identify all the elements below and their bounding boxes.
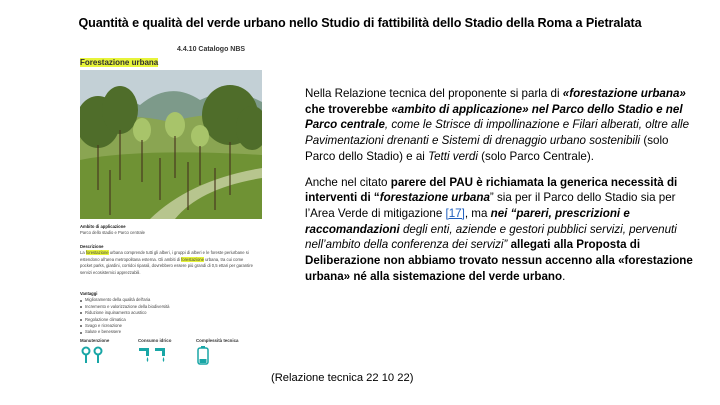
descrizione-label: Descrizione	[80, 244, 104, 249]
descrizione-section	[80, 244, 256, 276]
p2-segment: Anche nel citato	[305, 175, 391, 189]
p1-segment: (solo Parco dello Stadio) e ai	[305, 134, 669, 163]
p1-segment: Nella Relazione tecnica del proponente si parla di	[305, 87, 563, 100]
paragraph-2	[305, 175, 700, 285]
p2-segment: nei “pareri, prescrizioni e raccomandazioni	[305, 206, 630, 236]
vantaggi-section	[80, 291, 256, 336]
p2-segment: .	[562, 269, 566, 283]
urban-forest-photo	[80, 70, 262, 219]
p1-segment: che troverebbe	[305, 102, 392, 116]
catalog-header: 4.4.10 Catalogo NBS	[177, 46, 246, 53]
body-text	[305, 86, 700, 284]
catalog-heading-text: Forestazione urbana	[80, 58, 159, 67]
p2-segment: allegati alla Proposta di Deliberazione non abbiamo trovato nessun accenno alla «forestazione urbana» né alla sistemazione del verde urbano	[305, 238, 693, 283]
catalog-heading	[80, 58, 158, 67]
p1-segment: «forestazione urbana»	[562, 87, 686, 100]
p1-segment: , come le Strisce di impollinazione e Filari alberati, oltre alle Pavimentazioni drenanti e Sistemi di drenaggio urbano sostenibili	[305, 118, 690, 148]
indicator-icons-row	[80, 338, 260, 366]
vantaggi-item: Incremento e valorizzazione della biodiversità	[80, 304, 256, 310]
p2-segment: forestazione urbana	[379, 191, 490, 205]
source-caption: (Relazione tecnica 22 10 22)	[271, 372, 414, 384]
footnote-link[interactable]: [17]	[445, 206, 465, 220]
vantaggi-item: Salute e benessere	[80, 329, 256, 335]
ambito-value: Parco dello stadio e Parco centrale	[80, 230, 145, 236]
ambito-section	[80, 224, 256, 237]
p1-segment: (solo Parco Centrale).	[477, 149, 594, 163]
vantaggi-item: Riduzione inquinamento acustico	[80, 310, 256, 316]
catalog-card	[78, 42, 264, 367]
complessita-tecnica-label: Complessità tecnica	[196, 338, 239, 343]
wrench-icon	[80, 346, 114, 364]
consumo-idrico-label: Consumo idrico	[138, 338, 172, 343]
p2-segment: degli enti, aziende e gestori pubblici servizi, pervenuti nell’ambito della conferenza dei servizi”	[305, 222, 677, 252]
p1-segment: Tetti verdi	[428, 149, 478, 163]
battery-icon	[196, 346, 210, 366]
slide-title: Quantità e qualità del verde urbano nello Studio di fattibilità dello Stadio della Roma a Pietralata	[78, 16, 642, 30]
vantaggi-label: Vantaggi	[80, 291, 98, 296]
vantaggi-item: Miglioramento della qualità dell'aria	[80, 297, 256, 303]
manutenzione-label: Manutenzione	[80, 338, 110, 343]
p2-segment: ” sia per il Parco dello Stadio sia per l’Area Verde di mitigazione	[305, 191, 676, 220]
ambito-label: Ambito di applicazione	[80, 224, 126, 229]
water-tap-icon	[138, 346, 172, 364]
vantaggi-item: Svago e ricreazione	[80, 323, 256, 329]
vantaggi-item: Regolazione climatica	[80, 317, 256, 323]
p2-segment: parere del PAU è richiamata la generica necessità di interventi di “	[305, 175, 678, 205]
p2-segment: , ma	[464, 206, 491, 220]
descrizione-text: La forestazione urbana comprende tutti gli alberi, i gruppi di alberi e le foreste periurbane si estendono all'area metropolitana esterna. Gli ambiti di forestazione urbana, tra cui come pocket parks, giardini, corridoi riparali, dovrebbero essere più grandi di 0,5 ettari per garantire servizi ecosistemici apprezzabili.	[80, 250, 253, 275]
p1-segment: «ambito di applicazione» nel Parco dello Stadio e nel Parco centrale	[305, 102, 683, 132]
urban-forest-illustration	[80, 70, 262, 219]
paragraph-1	[305, 86, 700, 165]
